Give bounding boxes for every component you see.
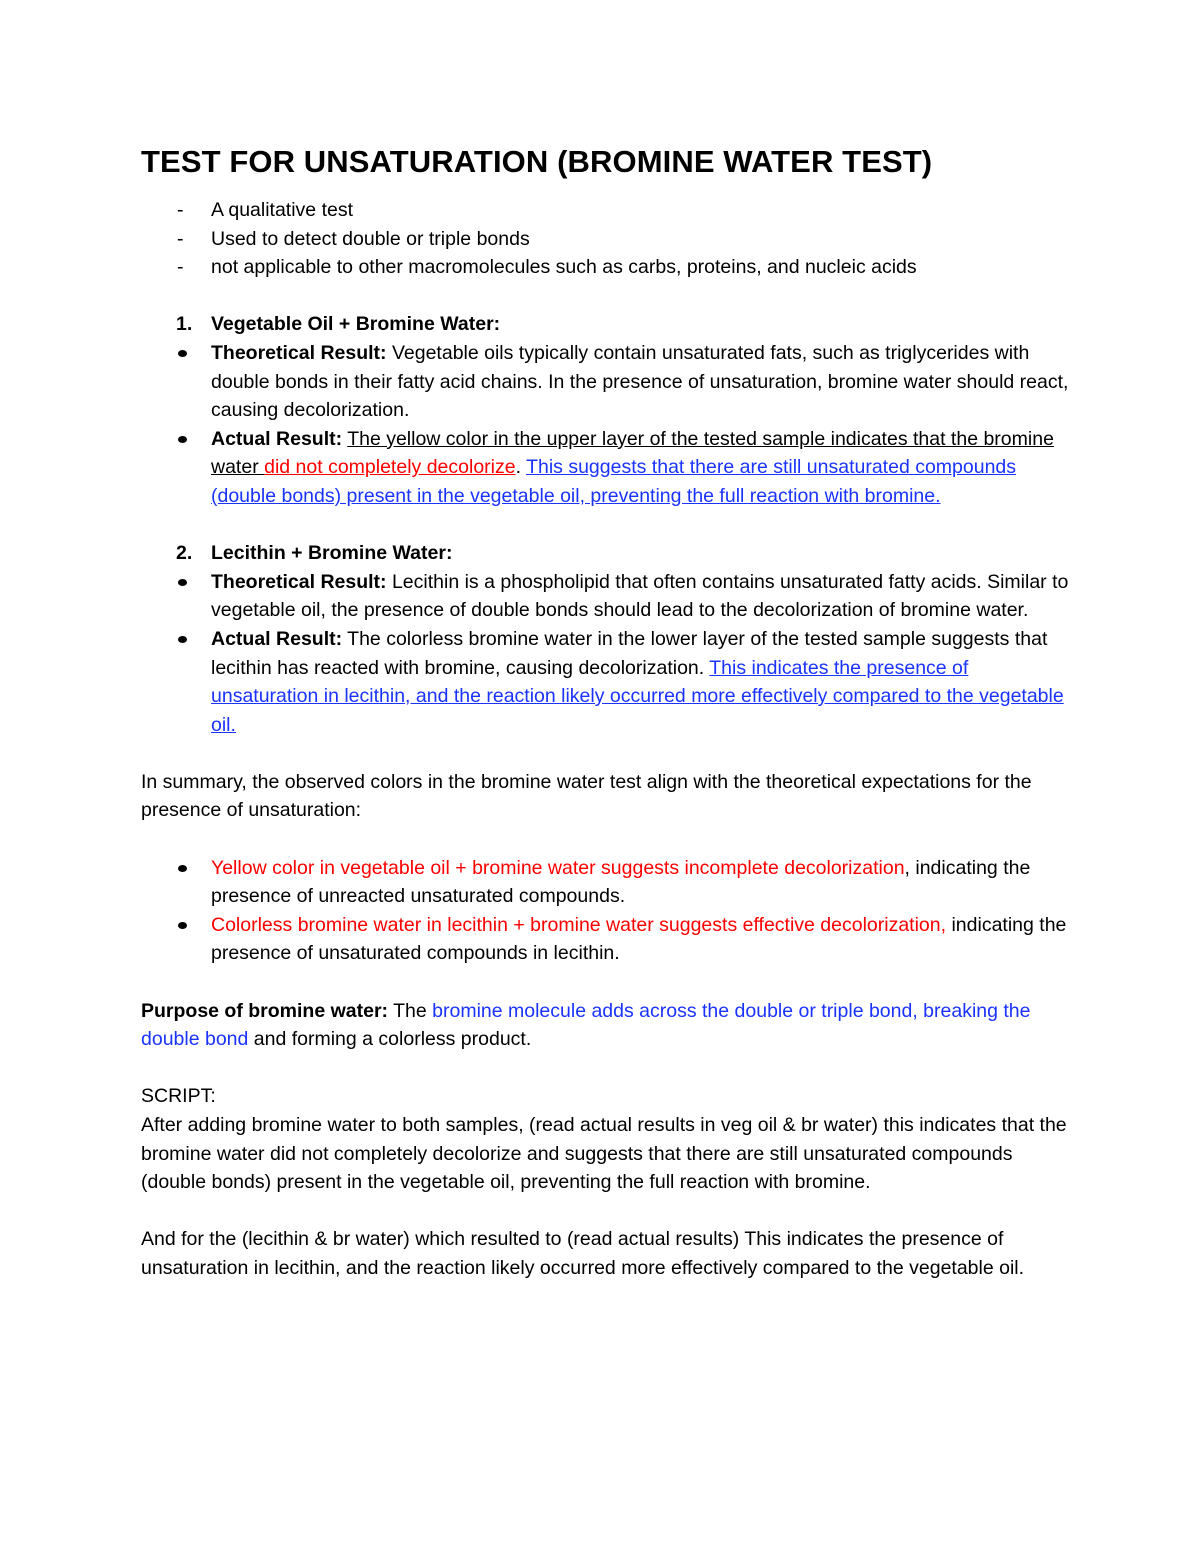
actual-text: The colorless bromine water in the lower layer of the tested sample suggests that lecithin has reacted with bromine, causing decolorization. bbox=[211, 627, 1048, 679]
intro-list bbox=[141, 196, 1076, 282]
list-item: - not applicable to other macromolecules such as carbs, proteins, and nucleic acids bbox=[141, 253, 1076, 282]
page-title: TEST FOR UNSATURATION (BROMINE WATER TEST) bbox=[141, 144, 933, 179]
theoretical-label: Theoretical Result: bbox=[211, 341, 387, 364]
list-item: - A qualitative test bbox=[141, 196, 1076, 225]
section-heading: 2. Lecithin + Bromine Water: bbox=[141, 539, 1076, 568]
section-number: 1. bbox=[176, 313, 193, 336]
actual-text: The yellow color in the upper layer of the tested sample indicates that the bromine water bbox=[211, 427, 1054, 479]
dash-marker: - bbox=[177, 199, 184, 221]
purpose-paragraph: Purpose of bromine water: The bromine molecule adds across the double or triple bond, breaking the double bond and forming a colorless product. bbox=[141, 999, 1031, 1051]
theoretical-label: Theoretical Result: bbox=[211, 570, 387, 593]
script-label: SCRIPT: bbox=[141, 1085, 216, 1108]
section-vegetable-oil bbox=[141, 310, 1076, 510]
actual-label: Actual Result: bbox=[211, 627, 343, 650]
bullet-icon bbox=[178, 636, 187, 643]
theoretical-result bbox=[141, 568, 1076, 625]
theoretical-text: Lecithin is a phospholipid that often contains unsaturated fatty acids. Similar to vegetable oil, the presence of double bonds should lead to the decolorization of bromine water. bbox=[211, 570, 1069, 622]
section-heading: 1. Vegetable Oil + Bromine Water: bbox=[141, 310, 1076, 339]
section-lecithin bbox=[141, 539, 1076, 739]
bullet-icon bbox=[178, 922, 187, 929]
actual-text-highlight: did not completely decolorize bbox=[264, 456, 516, 479]
purpose-label: Purpose of bromine water: bbox=[141, 999, 389, 1022]
dash-marker: - bbox=[177, 227, 184, 250]
theoretical-result bbox=[141, 339, 1076, 425]
document-page bbox=[141, 142, 1076, 1283]
summary-intro: In summary, the observed colors in the bromine water test align with the theoretical expectations for the presence of unsaturation: bbox=[141, 770, 1032, 822]
actual-result: Actual Result: The yellow color in the upper layer of the tested sample indicates that the bromine water did not completely decolorize. This suggests that there are still unsaturated compounds (double bonds) present in the vegetable oil, preventing the full reaction with bromine. bbox=[141, 425, 1076, 511]
bullet-icon bbox=[178, 579, 187, 586]
actual-text-link[interactable]: This suggests that there are still unsaturated compounds (double bonds) present in the vegetable oil, preventing the full reaction with bromine. bbox=[211, 456, 1017, 507]
bullet-icon bbox=[178, 350, 187, 357]
bullet-icon bbox=[178, 865, 187, 872]
actual-result bbox=[141, 625, 1076, 739]
section-number: 2. bbox=[176, 542, 193, 565]
summary-point: Yellow color in vegetable oil + bromine water suggests incomplete decolorization, indicating the presence of unreacted unsaturated compounds. bbox=[141, 854, 1076, 911]
theoretical-text: Vegetable oils typically contain unsaturated fats, such as triglycerides with double bonds in their fatty acid chains. In the presence of unsaturation, bromine water should react, causing decolorization. bbox=[211, 341, 1069, 422]
script-paragraph: After adding bromine water to both samples, (read actual results in veg oil & br water) this indicates that the bromine water did not completely decolorize and suggests that there are still unsaturated compounds (double bonds) present in the vegetable oil, preventing the full reaction with bromine. bbox=[141, 1114, 1067, 1194]
actual-label: Actual Result: bbox=[211, 427, 343, 450]
summary-point: Colorless bromine water in lecithin + bromine water suggests effective decolorization, indicating the presence of unsaturated compounds in lecithin. bbox=[141, 911, 1076, 968]
bullet-icon bbox=[178, 436, 187, 443]
dash-marker: - bbox=[177, 256, 184, 279]
list-item: - Used to detect double or triple bonds bbox=[141, 225, 1076, 254]
actual-text-link[interactable]: This indicates the presence of unsaturation in lecithin, and the reaction likely occurred more effectively compared to the vegetable oil. bbox=[211, 656, 1064, 736]
script-paragraph: And for the (lecithin & br water) which resulted to (read actual results) This indicates the presence of unsaturation in lecithin, and the reaction likely occurred more effectively compared to the vegetable oil. bbox=[141, 1228, 1025, 1279]
